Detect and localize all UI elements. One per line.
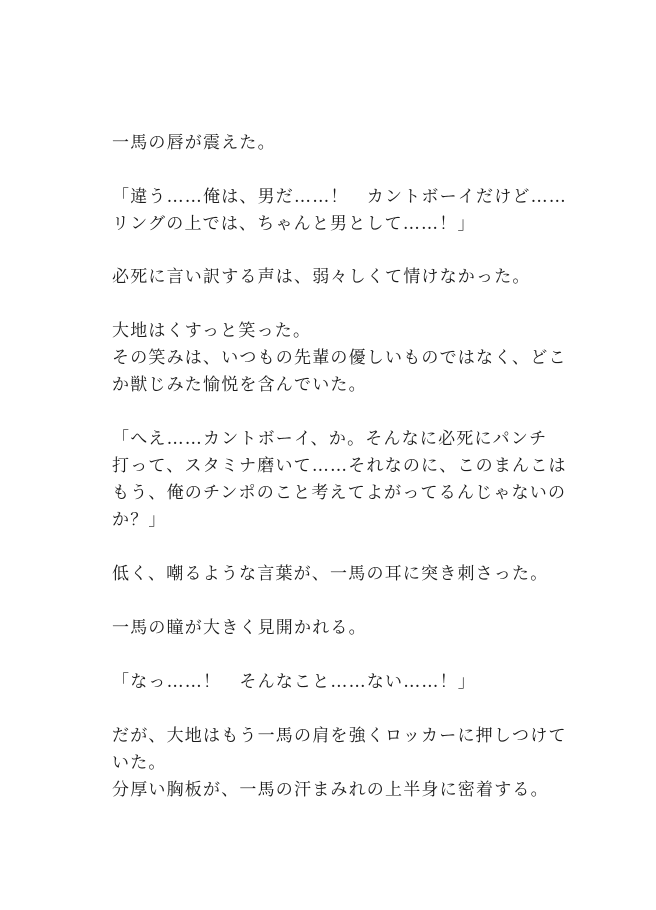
text-line: いた。	[112, 753, 167, 773]
text-line: 「なっ……！ そんなこと……ない……！」	[112, 672, 476, 692]
text-line: か？」	[112, 510, 167, 530]
text-line: リングの上では、ちゃんと男として……！」	[112, 214, 476, 234]
text-line: だが、大地はもう一馬の肩を強くロッカーに押しつけて	[112, 726, 567, 746]
text-line: 「違う……俺は、男だ……！ カントボーイだけど……	[112, 187, 567, 207]
text-line: か獣じみた愉悦を含んでいた。	[112, 375, 367, 395]
text-line: その笑みは、いつもの先輩の優しいものではなく、どこ	[112, 348, 567, 368]
text-line: 分厚い胸板が、一馬の汗まみれの上半身に密着する。	[112, 780, 549, 800]
text-line: 必死に言い訳する声は、弱々しくて情けなかった。	[112, 267, 531, 287]
text-line: 大地はくすっと笑った。	[112, 321, 312, 341]
text-line: 一馬の瞳が大きく見開かれる。	[112, 618, 367, 638]
text-line: 一馬の唇が震えた。	[112, 133, 276, 153]
text-line: 「へえ……カントボーイ、か。そんなに必死にパンチ	[112, 429, 548, 449]
text-line: もう、俺のチンポのこと考えてよがってるんじゃないの	[112, 483, 567, 503]
text-line: 打って、スタミナ磨いて……それなのに、このまんこは	[112, 456, 567, 476]
text-line: 低く、嘲るような言葉が、一馬の耳に突き刺さった。	[112, 564, 549, 584]
